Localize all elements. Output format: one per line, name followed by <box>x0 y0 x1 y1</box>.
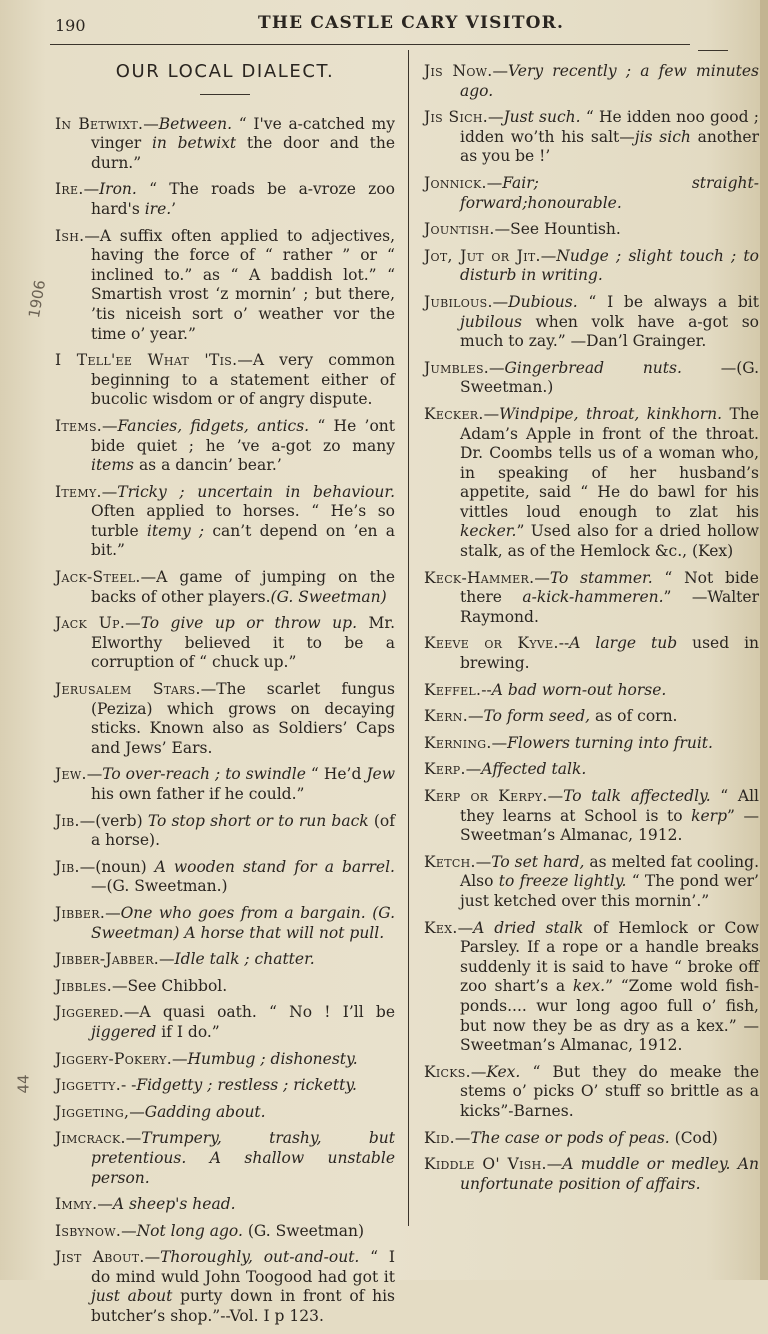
definition: Windpipe, throat, kinkhorn. <box>499 404 723 423</box>
header-rule <box>50 44 690 45</box>
dictionary-entry <box>55 1248 395 1326</box>
entry-text-tail: ” Used also for a dried hollow stalk, as of the Hemlock &c., (Kex) <box>460 522 759 561</box>
margin-note-1906: 1906 <box>24 278 50 320</box>
definition: Thoroughly, out-and-out. <box>160 1248 360 1267</box>
entry-text: “ The roads be a-vroze zoo hard's <box>91 180 395 218</box>
definition: To talk affectedly. <box>563 787 711 805</box>
headword: Jimcrack. <box>55 1129 126 1148</box>
headword: Jumbles. <box>424 358 490 377</box>
headword: Immy. <box>55 1195 98 1214</box>
headword: Ire. <box>55 180 84 199</box>
dictionary-entry <box>424 760 759 780</box>
definition: A muddle or medley. An unfortunate position of affairs. <box>460 1155 759 1193</box>
column-divider <box>408 50 409 1226</box>
entry-dash: — <box>83 180 100 199</box>
headword: Jibber-Jabber. <box>55 950 160 969</box>
entry-dash: — <box>159 950 175 969</box>
dictionary-entry <box>55 904 395 943</box>
entry-dash: — <box>105 903 121 922</box>
definition: A bad worn-out horse. <box>491 680 667 699</box>
dictionary-entry <box>55 180 395 219</box>
entry-dash: — <box>79 811 96 830</box>
dictionary-entry <box>55 614 395 673</box>
dictionary-entry <box>424 707 759 727</box>
entry-text: Mr. Elworthy believed it to be a corruption of “ chuck up.” <box>91 614 395 672</box>
header-rule-right <box>698 50 728 51</box>
entry-text-tail: the door and the durn.” <box>91 134 395 172</box>
entry-italic: (G. Sweetman) <box>270 587 387 606</box>
definition: Fair; straight-forward;honourable. <box>460 173 759 212</box>
headword: Kiddle O' Vish. <box>424 1155 547 1174</box>
dictionary-entry <box>55 568 395 607</box>
entry-text-tail: purty down in front of his butcher’s shop.”--Vol. I p 123. <box>91 1287 395 1326</box>
entry-text: The Adam’s Apple in front of the throat. Dr. Coombs tells us of a woman who, in speaking of her husband’s appetite, said “ He do bawl for his vittles loud enough to zlat his <box>460 404 759 521</box>
entry-italic: kecker. <box>460 522 517 541</box>
entry-text: (G. Sweetman) <box>242 1221 365 1240</box>
section-title: OUR LOCAL DIALECT. <box>115 61 335 82</box>
entry-dash: — <box>84 226 100 245</box>
entry-text-tail: as a dancin’ bear.’ <box>134 456 282 475</box>
margin-note-44: 44 <box>14 1074 33 1094</box>
entry-text: “ I do mind wuld John Toogood had got it <box>91 1248 395 1286</box>
headword: Kerp or Kerpy. <box>424 787 548 805</box>
dictionary-entry <box>424 734 759 754</box>
entry-dash: — <box>171 1049 188 1068</box>
dictionary-entry <box>55 858 395 897</box>
dictionary-entry <box>55 765 395 804</box>
entry-text-tail: ” “Zome wold fish-ponds.... wur long agoo full o’ fish, but now they be as dry as a kex.” —Sweetman’s Almanac, 1912. <box>460 977 759 1055</box>
definition: Kex. <box>486 1062 521 1081</box>
entry-dash: — <box>237 351 253 370</box>
definition: Tricky ; uncertain in behaviour. <box>117 482 395 501</box>
headword: Jiggeting, <box>55 1102 130 1121</box>
entry-italic: items <box>91 456 135 475</box>
entry-text-tail: ” —Sweetman’s Almanac, 1912. <box>460 806 760 845</box>
entry-text: A suffix often applied to adjectives, having the force of “ rather ” or “ inclined to.” as “ A baddish lot.” “ Smartish vrost ‘z mornin’ ; but there, ’tis niceish sort o’ weather vor the time o’ year.” <box>91 226 395 343</box>
right-entries <box>424 62 759 1194</box>
entry-text: of Hemlock or Cow Parsley. If a rope or a handle breaks suddenly it is said to have “ broke off zoo shart’s a <box>460 918 759 996</box>
dictionary-entry <box>55 950 395 970</box>
dictionary-entry <box>424 359 759 398</box>
entry-dash: — <box>97 1195 113 1214</box>
entry-dash: — <box>144 1248 161 1267</box>
dictionary-entry <box>424 174 759 213</box>
definition: Gadding about. <box>144 1102 266 1121</box>
entry-dash: — <box>483 404 500 423</box>
right-column <box>424 62 759 1201</box>
dictionary-entry <box>55 1222 395 1242</box>
entry-italic: kex. <box>572 977 606 996</box>
headword: Keeve or Kyve. <box>424 634 559 653</box>
entry-text: as melted fat cooling. Also <box>460 852 759 891</box>
headword: Kerning. <box>424 733 492 752</box>
entry-text: (noun) <box>95 857 155 876</box>
entry-dash: - - <box>120 1076 137 1095</box>
entry-dash: — <box>489 358 505 377</box>
dictionary-entry <box>424 220 759 240</box>
entry-dash: — <box>457 918 474 937</box>
definition: Humbug ; dishonesty. <box>187 1049 358 1068</box>
definition: Dubious. <box>508 292 578 311</box>
headword: Jubilous. <box>424 292 493 311</box>
definition: Fidgetty ; restless ; ricketty. <box>136 1076 357 1095</box>
entry-text-tail: when volk have a-got so much to zay.” —Dan’l Grainger. <box>460 312 759 351</box>
entry-dash: — <box>475 852 492 871</box>
entry-text-tail: another as you be !’ <box>460 127 759 166</box>
headword: Ketch. <box>424 852 476 871</box>
entry-text: “ Not bide there <box>460 568 759 607</box>
entry-dash: — <box>125 614 141 633</box>
headword: Kerp. <box>424 760 466 779</box>
headword: Kern. <box>424 707 468 726</box>
entry-text: used in brewing. <box>460 634 760 673</box>
definition: To stammer. <box>549 568 653 587</box>
definition: Flowers turning into fruit. <box>507 733 713 752</box>
title-rule <box>200 94 250 95</box>
entry-italic: To stop short or to run back <box>147 811 369 830</box>
headword: Jack Up. <box>55 614 126 633</box>
headword: Jerusalem Stars. <box>55 680 201 699</box>
dictionary-entry <box>55 1003 395 1042</box>
entry-text: A very common beginning to a statement either of bucolic wisdom or of angry dispute. <box>91 351 396 409</box>
definition: To over-reach ; to swindle <box>102 765 306 784</box>
dictionary-entry <box>55 977 395 997</box>
headword: Jew. <box>55 765 87 784</box>
headword: Jot, Jut or Jit. <box>424 246 541 265</box>
entry-text-tail: ” —Walter Raymond. <box>460 588 759 626</box>
entry-italic: jis sich <box>634 127 691 146</box>
entry-dash: — <box>534 568 550 587</box>
entry-italic: just about <box>91 1287 173 1306</box>
dictionary-entry <box>55 1195 395 1215</box>
dictionary-entry <box>424 1129 759 1149</box>
headword: Itemy. <box>55 482 102 501</box>
entry-text: The scarlet fungus (Peziza) which grows on decaying sticks. Known also as Soldiers’ Caps and Jews’ Ears. <box>91 680 395 757</box>
entry-dash: — <box>465 760 482 779</box>
dictionary-entry <box>424 293 759 352</box>
headword: Jib. <box>55 857 80 876</box>
dictionary-entry <box>424 787 759 846</box>
dictionary-entry <box>424 247 759 286</box>
dictionary-entry <box>424 108 759 167</box>
entry-text-tail: —(G. Sweetman.) <box>91 877 228 896</box>
dictionary-entry <box>55 1076 395 1096</box>
entry-dash: — <box>486 173 503 192</box>
entry-text-tail: ’ <box>171 199 177 218</box>
headword: I Tell'ee What 'Tis. <box>55 351 238 370</box>
entry-dash: — <box>454 1128 471 1147</box>
entry-dash: -- <box>558 634 570 653</box>
headword: Jonnick. <box>424 173 487 192</box>
entry-text: (Cod) <box>669 1128 718 1147</box>
entry-dash: — <box>491 733 508 752</box>
entry-text-tail: his own father if he could.” <box>91 785 305 803</box>
definition: Idle talk ; chatter. <box>174 950 315 969</box>
entry-text: (verb) <box>95 811 148 830</box>
definition: Gingerbread nuts. <box>504 358 682 377</box>
dictionary-entry <box>55 1129 395 1188</box>
entry-italic: to freeze lightly. <box>498 872 627 891</box>
definition: The case or pods of peas. <box>470 1128 670 1147</box>
entry-dash: — <box>470 1062 487 1081</box>
entry-italic: itemy ; <box>146 521 205 540</box>
entry-text-tail: if I do.” <box>156 1022 220 1041</box>
dictionary-entry <box>424 62 759 101</box>
entry-italic: jubilous <box>460 312 522 331</box>
headword: In Betwixt. <box>55 114 144 133</box>
definition: Trumpery, trashy, but pretentious. A shallow unstable person. <box>91 1129 395 1187</box>
entry-dash: — <box>467 707 484 726</box>
entry-text-tail: can’t depend on ’en a bit.” <box>91 521 395 560</box>
headword: Jiggered. <box>55 1003 124 1022</box>
definition: To form seed, <box>483 707 591 726</box>
entry-dash: — <box>102 416 118 435</box>
definition: To set hard, <box>491 852 585 871</box>
definition: A sheep's head. <box>112 1195 236 1214</box>
entry-text: —(G. Sweetman.) <box>460 358 760 397</box>
headword: Jiggetty. <box>55 1076 121 1095</box>
definition: Fancies, fidgets, antics. <box>117 416 310 435</box>
entry-text: A quasi oath. “ No ! I’ll be <box>139 1003 395 1022</box>
headword: Jibbles. <box>55 976 112 995</box>
headword: Isbynow. <box>55 1221 122 1240</box>
page-number: 190 <box>55 16 86 35</box>
definition: Not long ago. <box>136 1221 243 1240</box>
entry-text: as of corn. <box>590 707 678 726</box>
definition: Iron. <box>99 180 137 199</box>
definition: Affected talk. <box>481 760 587 779</box>
headword: Kecker. <box>424 404 484 423</box>
headword: Keffel. <box>424 680 482 699</box>
entry-text: Often applied to horses. “ He’s so turble <box>91 502 395 540</box>
dictionary-entry <box>55 483 395 561</box>
entry-dash: — <box>546 1155 563 1174</box>
dictionary-entry <box>55 1103 395 1123</box>
dictionary-entry <box>424 681 759 701</box>
definition: Nudge ; slight touch ; to disturb in writing. <box>460 246 759 285</box>
entry-dash: — <box>86 765 103 784</box>
dictionary-entry <box>424 919 759 1056</box>
headword: Jack-Steel. <box>55 568 141 587</box>
entry-dash: — <box>79 857 96 876</box>
entry-dash: — <box>492 292 509 311</box>
headword: Jis Now. <box>424 62 493 80</box>
dictionary-entry <box>55 417 395 476</box>
left-entries <box>55 115 395 1327</box>
running-title: THE CASTLE CARY VISITOR. <box>258 13 565 33</box>
entry-italic: Jew <box>366 765 395 784</box>
definition: One who goes from a bargain. <box>120 903 366 922</box>
dictionary-entry <box>424 405 759 562</box>
dictionary-entry <box>424 569 759 628</box>
entry-text: “ But they do meake the stems o’ picks O’ stuff so brittle as a kicks”-Barnes. <box>460 1062 759 1120</box>
entry-dash: — <box>121 1221 137 1240</box>
definition: A dried stalk <box>473 918 584 937</box>
entry-dash: — <box>200 680 217 699</box>
headword: Kicks. <box>424 1062 471 1081</box>
left-column <box>55 62 395 1334</box>
headword: Jibber. <box>55 903 106 922</box>
dictionary-entry <box>424 1063 759 1122</box>
entry-italic: A wooden stand for a barrel. <box>154 857 395 876</box>
headword: Ish. <box>55 226 85 245</box>
entry-text: “ I be always a bit <box>577 292 759 311</box>
entry-dash: — <box>101 482 118 501</box>
entry-text: “ He’d <box>305 765 367 784</box>
definition: To give up or throw up. <box>140 614 357 633</box>
definition: Very recently ; a few minutes ago. <box>460 62 759 100</box>
entry-dash: — <box>129 1102 145 1121</box>
headword: Kex. <box>424 918 458 937</box>
entry-text: “ He ’ont bide quiet ; he ’ve a-got zo many <box>91 416 395 455</box>
definition: Between. <box>158 114 233 133</box>
headword: Jis Sich. <box>424 108 488 127</box>
entry-dash: — <box>487 108 504 127</box>
entry-text: See Hountish. <box>510 220 621 239</box>
entry-text: A game of jumping on the backs of other players. <box>91 568 395 606</box>
dictionary-entry <box>55 351 395 410</box>
entry-dash: — <box>123 1003 140 1022</box>
entry-dash: — <box>492 62 508 80</box>
entry-text-tail: “ The pond wer’ just ketched over this mornin’.” <box>460 872 759 910</box>
entry-text: “ He idden noo good ; idden wo’th his salt— <box>460 108 759 146</box>
dictionary-entry <box>424 853 759 912</box>
entry-text: See Chibbol. <box>127 976 228 995</box>
dictionary-entry <box>55 812 395 851</box>
headword: Jiggery-Pokery. <box>55 1049 172 1068</box>
headword: Kid. <box>424 1128 455 1147</box>
entry-italic: kerp <box>691 806 728 825</box>
entry-text-tail: (of a horse). <box>91 811 395 850</box>
page-edge <box>760 0 768 1280</box>
entry-italic: (G. Sweetman) A horse that will not pull. <box>91 903 395 942</box>
headword: Keck-Hammer. <box>424 568 535 587</box>
entry-dash: — <box>540 246 557 265</box>
entry-text: “ I've a-catched my vinger <box>91 114 395 153</box>
headword: Items. <box>55 416 103 435</box>
entry-italic: ire. <box>144 199 172 218</box>
entry-dash: — <box>547 787 564 805</box>
entry-dash: — <box>143 114 159 133</box>
entry-dash: — <box>140 568 157 587</box>
entry-dash: — <box>494 220 511 239</box>
headword: Jist About. <box>55 1248 145 1267</box>
dictionary-entry <box>55 227 395 345</box>
dictionary-entry <box>424 1155 759 1194</box>
dictionary-entry <box>55 115 395 174</box>
entry-italic: in betwixt <box>151 134 237 153</box>
definition: A large tub <box>569 634 678 653</box>
headword: Jountish. <box>424 220 495 239</box>
entry-dash: -- <box>481 680 492 699</box>
entry-dash: — <box>125 1129 142 1148</box>
dictionary-entry <box>424 634 759 673</box>
entry-italic: a-kick-hammeren. <box>522 588 664 607</box>
entry-dash: — <box>111 976 128 995</box>
entry-text: “ All they learns at School is to <box>460 787 759 825</box>
entry-italic: jiggered <box>91 1022 157 1041</box>
dictionary-entry <box>55 1050 395 1070</box>
definition: Just such. <box>503 108 581 127</box>
headword: Jib. <box>55 811 80 830</box>
dictionary-entry <box>55 680 395 758</box>
